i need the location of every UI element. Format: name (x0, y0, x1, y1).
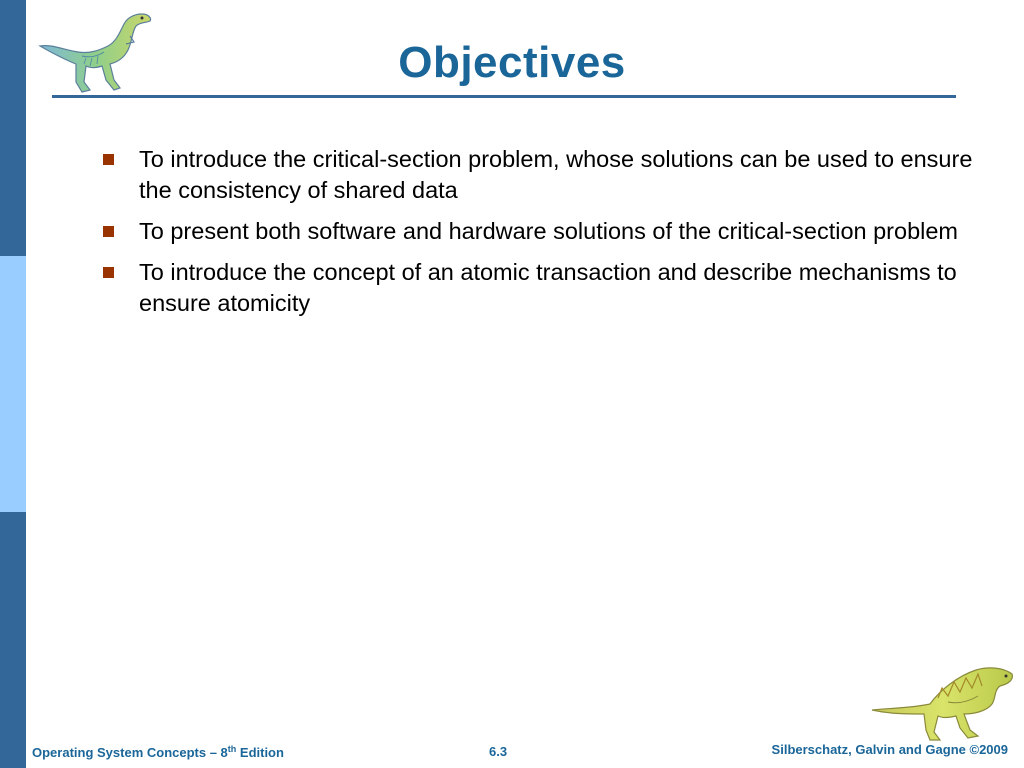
objectives-list (100, 144, 980, 329)
footer-authors: Silberschatz, Galvin and Gagne ©2009 (771, 742, 1008, 757)
slide-title: Objectives (398, 38, 626, 87)
bullet-text: To introduce the concept of an atomic transaction and describe mechanisms to ensure atomicity (139, 259, 957, 316)
footer-course-title-prefix: Operating System Concepts – 8 (32, 745, 228, 760)
footer-course-title-suffix: Edition (236, 745, 284, 760)
bullet-text: To present both software and hardware solutions of the critical-section problem (139, 218, 959, 244)
square-bullet-icon (103, 267, 114, 278)
list-item (100, 216, 980, 247)
title-divider (52, 95, 956, 98)
footer-edition-superscript: th (227, 744, 237, 754)
left-bar-middle-segment (0, 256, 26, 512)
dinosaur-icon (868, 658, 1018, 742)
list-item (100, 257, 980, 319)
square-bullet-icon (103, 154, 114, 165)
square-bullet-icon (103, 226, 114, 237)
left-bar-bottom-segment (0, 512, 26, 768)
bullet-text: To introduce the critical-section problem, whose solutions can be used to ensure the consistency of shared data (139, 146, 973, 203)
left-accent-bar (0, 0, 26, 768)
list-item (100, 144, 980, 206)
footer-course-title (32, 744, 284, 760)
footer-page-number: 6.3 (489, 744, 508, 759)
